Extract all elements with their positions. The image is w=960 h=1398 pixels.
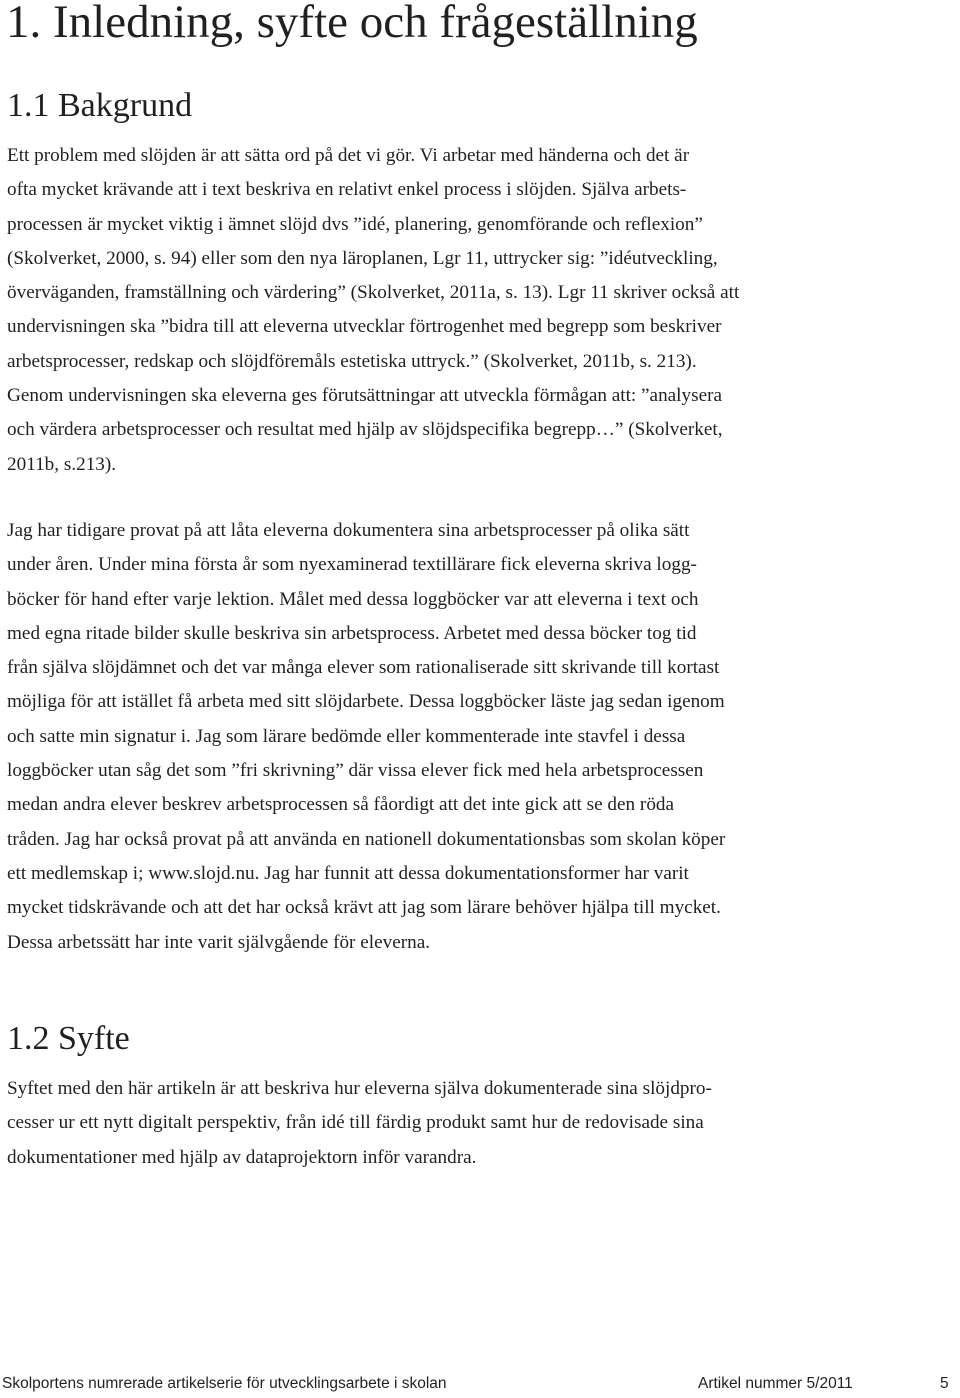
paragraph-syfte-1 (7, 1072, 955, 1175)
text-line: loggböcker utan såg det som ”fri skrivning” där vissa elever fick med hela arbetsprocessen (7, 760, 704, 782)
text-line: mycket tidskrävande och att det har också krävt att jag som lärare behöver hjälpa till mycket. (7, 897, 721, 919)
text-line: Syftet med den här artikeln är att beskriva hur eleverna själva dokumenterade sina slöjdpro- (7, 1078, 712, 1099)
text-line: och värdera arbetsprocesser och resultat med hjälp av slöjdspecifika begrepp…” (Skolverket, (7, 419, 723, 441)
text-line: Ett problem med slöjden är att sätta ord på det vi gör. Vi arbetar med händerna och det är (7, 145, 690, 166)
paragraph-bakgrund-1 (7, 139, 955, 482)
text-line: 2011b, s.213). (7, 453, 117, 475)
section-heading-bakgrund: 1.1 Bakgrund (7, 87, 193, 124)
text-line: Dessa arbetssätt har inte varit självgående för eleverna. (7, 931, 431, 953)
text-line: från själva slöjdämnet och det var många elever som rationaliserade sitt skrivande till kortast (7, 657, 720, 679)
paragraph-bakgrund-2 (7, 514, 955, 960)
text-line: dokumentationer med hjälp av dataprojektorn inför varandra. (7, 1146, 477, 1168)
text-line: överväganden, framställning och värdering” (Skolverket, 2011a, s. 13). Lgr 11 skriver också att (7, 282, 740, 304)
text-line: Genom undervisningen ska eleverna ges förutsättningar att utveckla förmågan att: ”analysera (7, 385, 722, 407)
text-line: ofta mycket krävande att i text beskriva en relativt enkel process i slöjden. Själva arbets- (7, 179, 687, 201)
footer-issue-number: Artikel nummer 5/2011 (698, 1375, 853, 1392)
text-line: medan andra elever beskrev arbetsprocessen så fåordigt att det inte gick att se den röda (7, 794, 675, 816)
text-line: tråden. Jag har också provat på att använda en nationell dokumentationsbas som skolan köper (7, 828, 726, 850)
chapter-heading: 1. Inledning, syfte och frågeställning (6, 0, 698, 48)
text-line: arbetsprocesser, redskap och slöjdföremåls estetiska uttryck.” (Skolverket, 2011b, s. 213). (7, 350, 697, 372)
text-line: och satte min signatur i. Jag som lärare bedömde eller kommenterade inte stavfel i dessa (7, 725, 686, 747)
section-heading-syfte: 1.2 Syfte (7, 1020, 130, 1057)
text-line: med egna ritade bilder skulle beskriva sin arbetsprocess. Arbetet med dessa böcker tog tid (7, 622, 697, 644)
text-line: cesser ur ett nytt digitalt perspektiv, från idé till färdig produkt samt hur de redovisade sina (7, 1112, 704, 1134)
footer-page-number: 5 (940, 1375, 949, 1392)
text-line: Jag har tidigare provat på att låta eleverna dokumentera sina arbetsprocesser på olika sätt (7, 520, 690, 541)
text-line: under åren. Under mina första år som nyexaminerad textillärare fick eleverna skriva logg- (7, 554, 697, 576)
footer-series-title: Skolportens numrerade artikelserie för utvecklingsarbete i skolan (2, 1375, 447, 1392)
text-line: böcker för hand efter varje lektion. Målet med dessa loggböcker var att eleverna i text och (7, 588, 699, 610)
text-line: möjliga för att istället få arbeta med sitt slöjdarbete. Dessa loggböcker läste jag sedan igenom (7, 691, 725, 713)
text-line: processen är mycket viktig i ämnet slöjd dvs ”idé, planering, genomförande och reflexion” (7, 213, 703, 235)
text-line: (Skolverket, 2000, s. 94) eller som den nya läroplanen, Lgr 11, uttrycker sig: ”idéutveckling, (7, 247, 718, 269)
text-line: undervisningen ska ”bidra till att eleverna utvecklar förtrogenhet med begrepp som beskriver (7, 316, 722, 338)
text-line: ett medlemskap i; www.slojd.nu. Jag har funnit att dessa dokumentationsformer har varit (7, 862, 689, 884)
